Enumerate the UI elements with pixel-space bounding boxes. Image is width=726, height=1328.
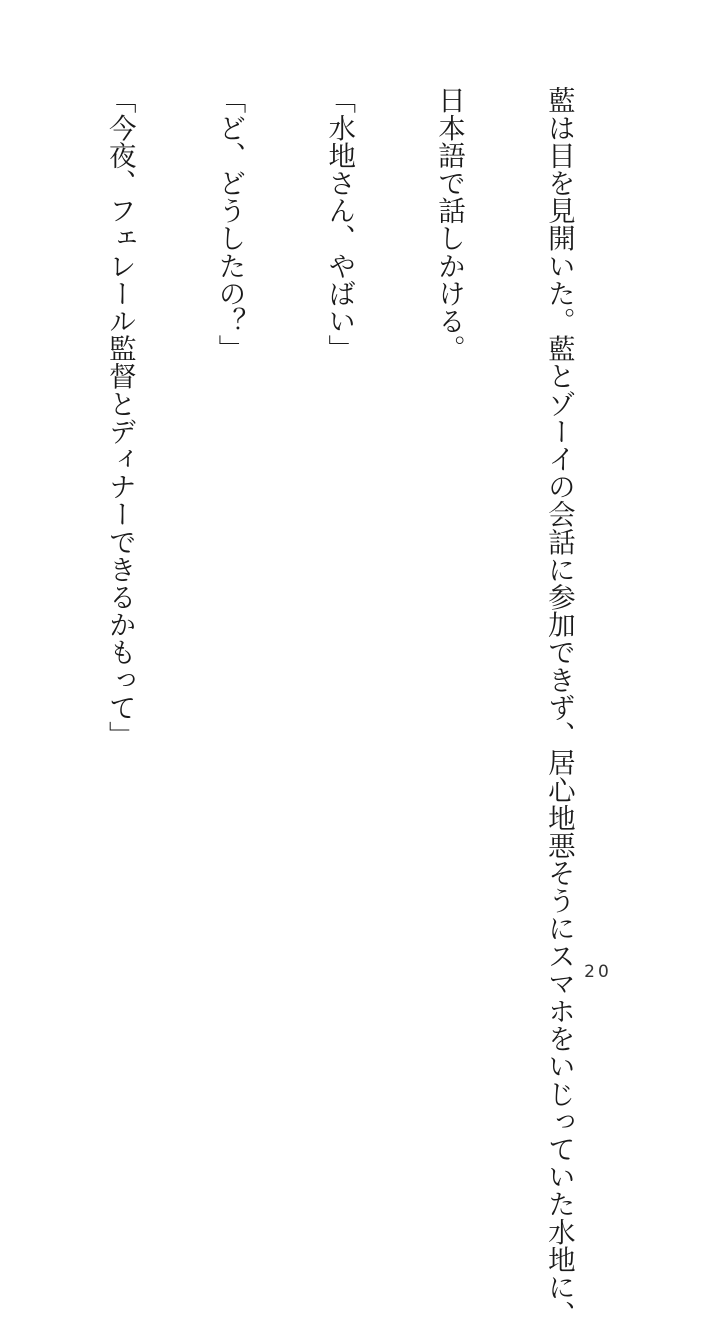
page-number: 20 (584, 962, 612, 982)
text-line: 「水地さん、やばい」 (323, 86, 356, 362)
text-line: 藍は目を見開いた。藍とゾーイの会話に参加できず、居心地悪そうにスマホをいじっていた水地に、 (542, 86, 575, 1328)
text-line: 日本語で話しかける。 (433, 86, 466, 362)
text-line: 「今夜、フェレール監督とディナーできるかもって」 (103, 86, 136, 749)
blank-line (0, 86, 28, 966)
text-line: 「ど、どうしたの？」 (213, 86, 246, 362)
